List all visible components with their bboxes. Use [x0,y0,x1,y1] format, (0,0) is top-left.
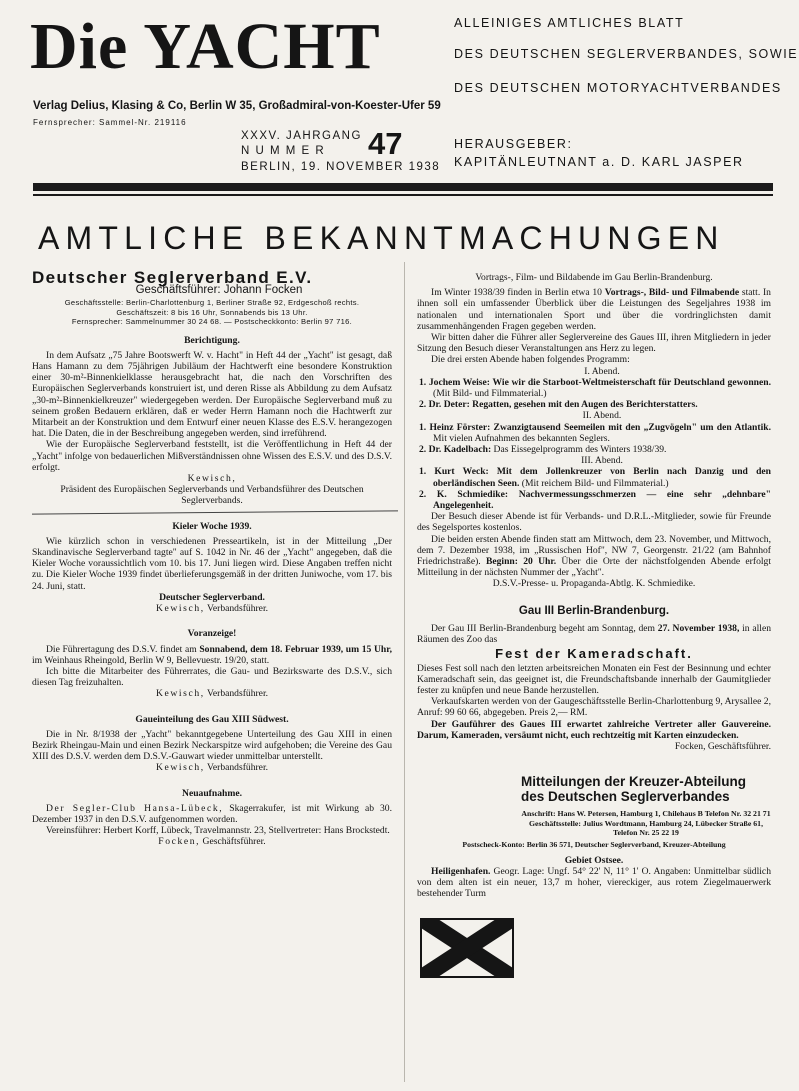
voranzeige-p1a: Die Führertagung des D.S.V. findet am [46,643,197,655]
gau3-p1a: Der Gau III Berlin-Brandenburg begeht am Sonntag, dem [431,622,656,634]
berichtigung-p1: In dem Aufsatz „75 Jahre Bootswerft W. v. Hacht" in Heft 44 der „Yacht" ist gesagt, daß Hans Hamann zu dem 75jährigen Jubiläum der Hachtwerft eine besondere Konstruktion einer 30-m²-Binnenkielklasse herausgebracht hat, die nach den Vorschriften des Europäischen Seglerverbands konstruiert ist, und deren Risse als Abbildung zu dem Aufsatz „30-m²-Binnenkielkreuzer" wiedergegeben werden. Der Europäische Seglerverband muß zu seinem großen Bedauern erklären, daß er weder Herrn Hamann noch die Hachtwerft zur Mitarbeit an der Konstruktion und dem Entwurf einer neuen Klasse des E.S.V. herangezogen hat. Die Daten, die in der Beschreibung angegeben werden, sind irreführend. [32,349,392,440]
gau3-heading: Gau III Berlin-Brandenburg. [518,604,670,617]
voranzeige-p1 [32,644,392,666]
voranzeige-heading: Voranzeige! [187,628,237,640]
berichtigung-heading: Berichtigung. [184,334,240,346]
org-name: Deutscher Seglerverband E.V. [32,268,313,287]
abend-1-item-1 [417,377,771,399]
voranzeige-p1b: Sonnabend, dem 18. Februar 1939, um 15 Uhr, [199,643,392,655]
kreuzer-office: Geschäftsstelle: Julius Wordtmann, Hamburg 24, Lübecker Straße 61, Telefon Nr. 25 22 19 [528,818,764,838]
vortrag-p1a: Im Winter 1938/39 finden in Berlin etwa 10 [431,287,602,299]
kieler-sig-title: Verbandsführer. [207,603,269,615]
a2-1-note: Mit vielen Aufnahmen des bekannten Seglers. [433,432,610,444]
neuaufnahme-p1 [32,803,392,825]
gau13-sig [32,762,392,773]
neuaufnahme-club: Der Segler-Club Hansa-Lübeck, [46,802,224,814]
gau3-p1 [417,623,771,645]
neuaufnahme-p1-text: Skagerrakufer, ist mit Wirkung ab 30. Dezember 1937 in den D.S.V. aufgenommen worden. [32,802,392,825]
berichtigung-sig-title: Präsident des Europäischen Seglerverbands und Verbandsführer des Deutschen Seglerverbands. [60,484,364,507]
masthead-rule-thick [33,183,773,191]
editor-name: KAPITÄNLEUTNANT a. D. KARL JASPER [454,155,744,169]
volume-label: XXXV. JAHRGANG [241,130,362,142]
voranzeige-sig [32,688,392,699]
gau3-p1c: in allen Räumen des Zoo das [417,622,771,646]
kieler-heading: Kieler Woche 1939. [172,520,252,532]
vortrag-p5 [417,534,771,579]
vortrag-p1c: statt. In ihnen soll ein umfassender Überblick über die Leistungen des Segeljahres 1938 im nationalen und internationalen Sport und über die vordringlichsten damit zusammenhängenden Fragen gegeben werden. [417,287,771,332]
kieler-sig [32,603,392,614]
abend-2-item-2 [417,444,771,455]
abend-1-item-2 [417,399,771,410]
number-label: N U M M E R [241,145,326,157]
vortrag-p1 [417,287,771,332]
abend-1: I. Abend. [584,365,620,377]
masthead-line-3: DES DEUTSCHEN MOTORYACHTVERBANDES [454,81,782,95]
vortrag-p5c: Über die Orte der nächstfolgenden Abende erfolgt Mitteilung in der nächsten Nummer der „Yacht". [417,556,771,579]
right-column [417,272,771,899]
column-divider [404,262,405,1082]
heiligenhafen-text: Geogr. Lage: Ungf. 54° 22' N, 11° 1' O. Angaben: Unmittelbar südlich von dem alten ist ein neuer, 13,7 m hoher, viereckiger, aus rotem Ziegelmauerwerk bestehender Turm [417,865,771,900]
office-address: Geschäftsstelle: Berlin-Charlottenburg 1, Berliner Straße 92, Erdgeschoß rechts. [64,298,360,308]
gau3-p4: Der Gauführer des Gaues III erwartet zahlreiche Vertreter aller Gauvereine. Darum, Kameraden, versäumt nicht, euch rechtzeitig mit Karten einzudecken. [417,718,771,741]
neuaufnahme-heading: Neuaufnahme. [182,787,242,799]
voranzeige-sig-title: Verbandsführer. [207,688,269,700]
voranzeige-p2: Ich bitte die Mitarbeiter des Führerrates, die Gau- und Bezirkswarte des D.S.V., sich diesen Tag freizuhalten. [32,665,392,689]
office-phone: Fernsprecher: Sammelnummer 30 24 68. — Postscheckkonto: Berlin 97 716. [71,317,353,327]
editor-label: HERAUSGEBER: [454,137,573,151]
kreuzer-postcheck: Postscheck-Konto: Berlin 36 571, Deutscher Seglerverband, Kreuzer-Abteilung [462,839,726,849]
kieler-p1: Wie kürzlich schon in verschiedenen Presseartikeln, ist in der Mitteilung „Der Skandinavische Seglerverband tagte" auf S. 1042 in Nr. 46 der „Yacht" angegeben, daß die Kieler Woche voraussichtlich vom 10. bis 17. Juni liegen wird. Diese Angaben treffen nicht zu. Die Kieler Woche 1939 findet überlieferungsgemäß in der dritten Juniwoche, vom 17. bis 24. Juni, statt. [32,535,392,592]
abend-2: II. Abend. [582,410,622,422]
vortrag-heading: Vortrags-, Film- und Bildabende im Gau Berlin-Brandenburg. [475,272,713,283]
ostsee-heading: Gebiet Ostsee. [564,854,624,866]
abend-3-item-1 [417,466,771,488]
masthead-title: Die YACHT [30,10,381,83]
a2-2-bold: 2. Dr. Kadelbach: [419,444,492,456]
a3-2-bold: 2. K. Schmiedike: Nachvermessungsschmerzen — eine sehr „dehnbare" Angelegenheit. [419,488,771,512]
a1-1-note: (Mit Bild- und Filmmaterial.) [433,388,547,400]
gau13-sig-title: Verbandsführer. [207,762,269,774]
a2-2-note: Das Eissegelprogramm des Winters 1938/39. [493,444,667,456]
berichtigung-p2: Wie der Europäische Seglerverband feststellt, ist die Veröffentlichung in Heft 44 der „Yacht" infolge von bedauerlichen Mißverständnissen ohne Wissen des E.S.V. und des D.S.V. erfolgt. [32,439,392,473]
issue-date: BERLIN, 19. NOVEMBER 1938 [241,161,441,173]
managing-director: Geschäftsführer: Johann Focken [135,284,303,297]
kreuzer-title-2: des Deutschen Seglerverbandes [521,789,730,805]
a1-1-bold: 1. Jochem Weise: Wie wir die Starboot-Weltmeisterschaft für Deutschland gewonnen. [419,376,771,388]
gau3-sig: Focken, Geschäftsführer. [674,740,771,752]
gau13-sig-name: Kewisch, [155,762,205,774]
vortrag-p4: Der Besuch dieser Abende ist für Verbands- und D.R.L.-Mitglieder, sowie für Freunde des Segelsportes kostenlos. [417,511,771,534]
masthead-line-1: ALLEINIGES AMTLICHES BLATT [454,16,685,30]
program-list [417,366,771,512]
abend-3-item-2 [417,489,771,511]
kreuzer-box [521,774,771,838]
burgee-flag-icon [420,918,514,978]
berichtigung-sig-name: Kewisch, [187,473,237,485]
gau13-p1: Die in Nr. 8/1938 der „Yacht" bekanntgegebene Unterteilung des Gau XIII in einen Bezirk Rheingau-Main und einen Bezirk Neckarspitze wird aufgehoben; die Vereine des Gau XIII des D.S.V. werden dem D.S.V.-Gauwart wieder unmittelbar unterstellt. [32,728,392,763]
a1-2-bold: 2. Dr. Deter: Regatten, gesehen mit den Augen des Berichterstatters. [419,399,698,411]
vortrag-p2: Wir bitten daher die Führer aller Seglervereine des Gaues III, ihren Mitgliedern in jeder Sitzung den Besuch dieser Veranstaltungen ans Herz zu legen. [417,332,771,355]
vortrag-p3: Die drei ersten Abende haben folgendes Programm: [431,354,630,366]
gau3-p2: Dieses Fest soll nach den letzten arbeitsreichen Monaten ein Fest der Besinnung und echter Kameradschaft sein, das geeignet ist, die Freundschaftsbande innerhalb der Gaumitglieder fester zu knüpfen und neue Bande herzustellen. [417,662,771,696]
voranzeige-sig-name: Kewisch, [155,688,205,700]
fest-title: Fest der Kameradschaft. [495,646,693,662]
voranzeige-p1c: im Weinhaus Rheingold, Berlin W 9, Bellevuestr. 19/20, statt. [32,654,270,666]
vortrag-sig: D.S.V.-Presse- u. Propaganda-Abtlg. K. Schmiedike. [492,578,696,590]
abend-3: III. Abend. [581,455,623,467]
publisher-line: Verlag Delius, Klasing & Co, Berlin W 35, Großadmiral-von-Koester-Ufer 59 [33,100,441,112]
section-heading: AMTLICHE BEKANNTMACHUNGEN [38,220,725,256]
a3-1-note: (Mit reichem Bild- und Filmmaterial.) [521,477,669,489]
office-hours: Geschäftszeit: 8 bis 16 Uhr, Sonnabends bis 13 Uhr. [116,307,308,317]
neuaufnahme-p2: Vereinsführer: Herbert Korff, Lübeck, Travelmannstr. 23, Stellvertreter: Hans Brockstedt. [46,825,390,837]
issue-number: 47 [368,126,403,161]
gau3-p1b: 27. November 1938, [657,622,740,634]
vortrag-p1b: Vortrags-, Bild- und Filmabende [604,287,740,299]
neuaufnahme-sig [32,836,392,847]
a2-1-bold: 1. Heinz Förster: Zwanzigtausend Seemeilen mit den „Zugvögeln" um den Atlantik. [419,421,771,433]
masthead-rule-thin [33,194,773,196]
kieler-sig-org: Deutscher Seglerverband. [159,591,265,603]
vortrag-p5a: Die beiden ersten Abende finden statt am Mittwoch, dem 23. November, und Mittwoch, dem 7. Dezember 1938, im „Russischen Hof", NW 7, Georgenstr. 21/22 (am Bahnhof Friedrichstraße). [417,533,771,568]
neuaufnahme-sig-title: Geschäftsführer. [202,836,266,848]
kreuzer-title-1: Mitteilungen der Kreuzer-Abteilung [521,774,747,790]
neuaufnahme-sig-name: Focken, [158,836,201,848]
kreuzer-address: Anschrift: Hans W. Petersen, Hamburg 1, Chilehaus B Telefon Nr. 32 21 71 [521,809,771,819]
phone-line: Fernsprecher: Sammel-Nr. 219116 [33,118,187,127]
heiligenhafen-p [417,866,771,900]
a3-1-bold: 1. Kurt Weck: Mit dem Jollenkreuzer von Berlin nach Danzig und den oberländischen Seen. [419,466,771,489]
vortrag-p5b: Beginn: 20 Uhr. [485,556,557,568]
gau3-p3: Verkaufskarten werden von der Gaugeschäftsstelle Berlin-Charlottenburg 9, Arysallee 2, Anruf: 99 60 66, abgegeben. Preis 2,— RM. [417,696,771,719]
kieler-sig-name: Kewisch, [155,603,205,615]
left-column [32,268,392,848]
abend-2-item-1 [417,422,771,444]
gau13-heading: Gaueinteilung des Gau XIII Südwest. [135,713,289,725]
masthead-line-2: DES DEUTSCHEN SEGLERVERBANDES, SOWIE [454,47,799,61]
heiligenhafen-place: Heiligenhafen. [431,865,491,877]
